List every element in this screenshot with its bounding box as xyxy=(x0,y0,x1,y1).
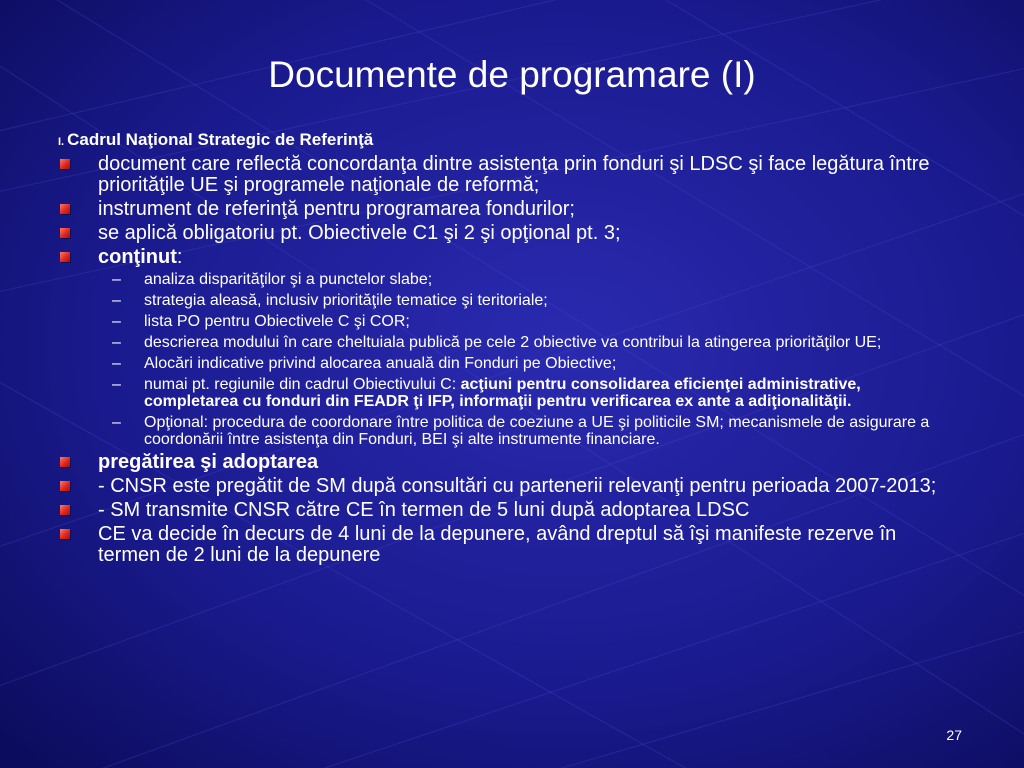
square-bullet-icon xyxy=(60,204,70,214)
dash-bullet: – xyxy=(112,355,121,372)
square-bullet-icon xyxy=(60,252,70,262)
bullet-item xyxy=(58,500,958,521)
section-heading-text: Cadrul Naţional Strategic de Referinţă xyxy=(67,130,374,149)
slide-content xyxy=(58,130,958,569)
sublist-item xyxy=(58,334,958,351)
slide-title: Documente de programare (I) xyxy=(268,54,756,95)
sublist-text: descrierea modului în care cheltuiala publică pe cele 2 obiective va contribui la atingerea priorităţilor UE; xyxy=(144,334,882,351)
bullet-bold-text: conţinut xyxy=(98,246,177,268)
sublist-item xyxy=(58,376,958,410)
dash-bullet: – xyxy=(112,414,121,431)
bullet-item xyxy=(58,524,958,566)
bullet-item xyxy=(58,223,958,244)
bullet-text: - SM transmite CNSR către CE în termen de 5 luni după adoptarea LDSC xyxy=(98,499,750,521)
dash-bullet: – xyxy=(112,334,121,351)
sublist-text: numai pt. regiunile din cadrul Obiectivului C: xyxy=(144,376,461,393)
section-heading xyxy=(58,130,958,152)
bullet-text: instrument de referinţă pentru programarea fondurilor; xyxy=(98,198,575,220)
dash-bullet: – xyxy=(112,313,121,330)
sublist-item xyxy=(58,355,958,372)
square-bullet-icon xyxy=(60,505,70,515)
dash-bullet: – xyxy=(112,376,121,393)
sublist-text: Opţional: procedura de coordonare între politica de coeziune a UE şi politicile SM; mecanismele de asigurare a coordonării între asistenţa din Fonduri, BEI şi alte instrumente financiare. xyxy=(144,414,930,448)
sublist-text: analiza disparităţilor şi a punctelor slabe; xyxy=(144,271,433,288)
page-number: 27 xyxy=(946,727,962,743)
bullet-text: CE va decide în decurs de 4 luni de la depunere, având dreptul să îşi manifeste rezerve în termen de 2 luni de la depunere xyxy=(98,523,897,566)
sublist-text: strategia aleasă, inclusiv priorităţile tematice şi teritoriale; xyxy=(144,292,548,309)
bullet-bold-text: pregătirea şi adoptarea xyxy=(98,451,319,473)
bullet-item-continut xyxy=(58,247,958,268)
square-bullet-icon xyxy=(60,529,70,539)
bullet-item xyxy=(58,452,958,473)
dash-bullet: – xyxy=(112,271,121,288)
bullet-text: - CNSR este pregătit de SM după consultări cu partenerii relevanţi pentru perioada 2007-2013; xyxy=(98,475,937,497)
square-bullet-icon xyxy=(60,228,70,238)
dash-bullet: – xyxy=(112,292,121,309)
sublist-item xyxy=(58,292,958,309)
sublist-bold-text: acţiuni pentru consolidarea eficienţei administrative, completarea cu fonduri din FEADR ţi IFP, informaţii pentru verificarea ex ante a adiţionalităţii. xyxy=(144,376,861,410)
sublist-item xyxy=(58,271,958,288)
bullet-text: se aplică obligatoriu pt. Obiectivele C1 şi 2 şi opţional pt. 3; xyxy=(98,222,621,244)
square-bullet-icon xyxy=(60,457,70,467)
bullet-text: document care reflectă concordanţa dintre asistenţa prin fonduri şi LDSC şi face legătura între priorităţile UE şi programele naţionale de reformă; xyxy=(98,153,930,196)
content-sublist xyxy=(58,271,958,448)
square-bullet-icon xyxy=(60,159,70,169)
square-bullet-icon xyxy=(60,481,70,491)
bullet-item xyxy=(58,154,958,196)
bullet-list xyxy=(58,154,958,268)
bullet-list-after xyxy=(58,452,958,566)
section-number: I. xyxy=(58,136,65,148)
bullet-text: : xyxy=(176,246,183,268)
sublist-text: lista PO pentru Obiectivele C şi COR; xyxy=(144,313,410,330)
sublist-text: Alocări indicative privind alocarea anuală din Fonduri pe Obiective; xyxy=(144,355,617,372)
sublist-item xyxy=(58,414,958,448)
bullet-item xyxy=(58,476,958,497)
sublist-item xyxy=(58,313,958,330)
bullet-item xyxy=(58,199,958,220)
